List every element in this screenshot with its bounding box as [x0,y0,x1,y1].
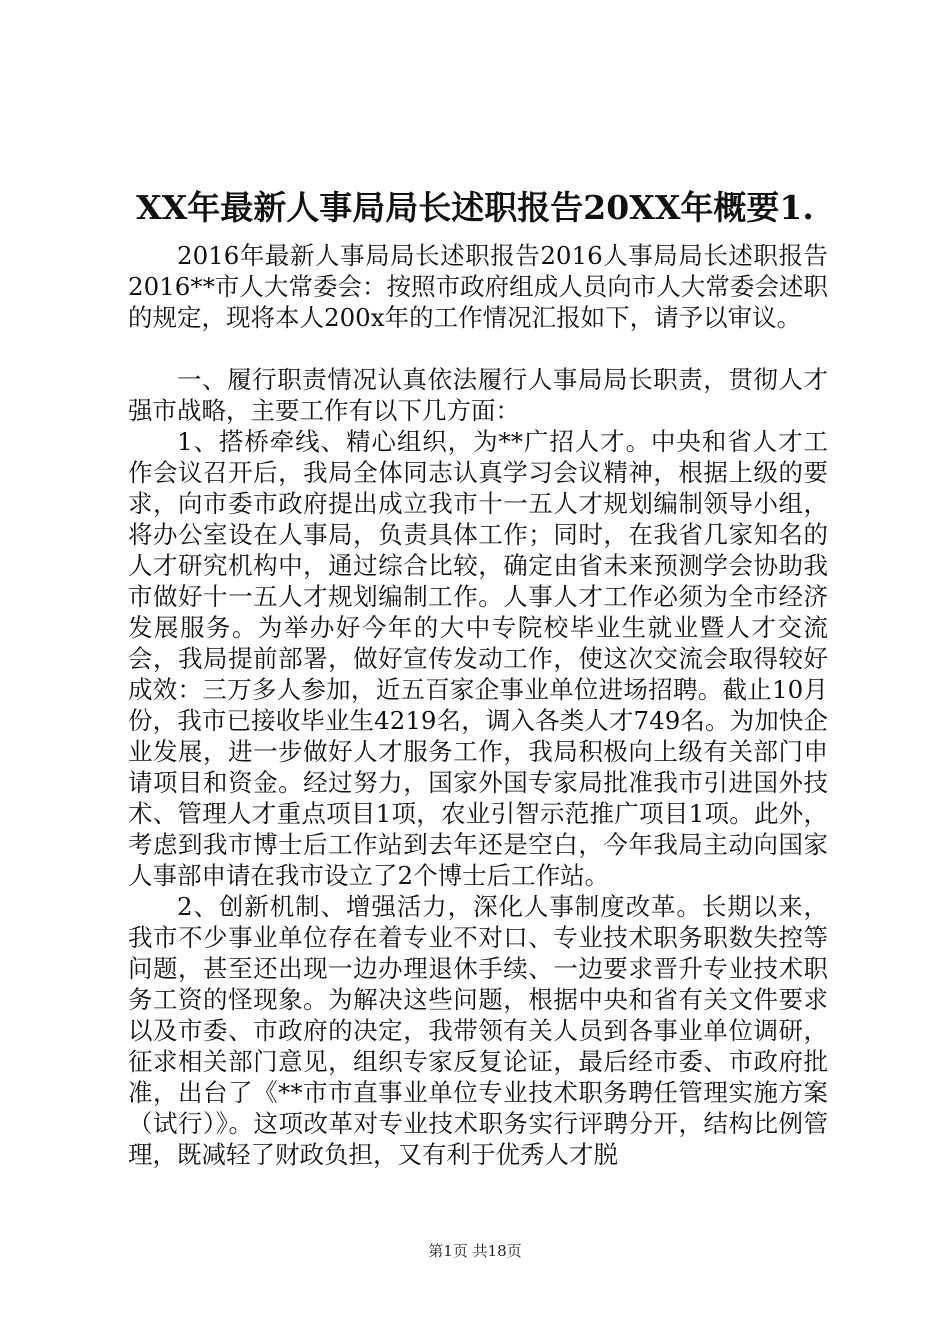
paragraph-item-1: 1、搭桥牵线、精心组织，为**广招人才。中央和省人才工作会议召开后，我局全体同志认真学习会议精神，根据上级的要求，向市委市政府提出成立我市十一五人才规划编制领导小组，将办公室设在人事局，负责具体工作；同时，在我省几家知名的人才研究机构中，通过综合比较，确定由省未来预测学会协助我市做好十一五人才规划编制工作。人事人才工作必须为全市经济发展服务。为举办好今年的大中专院校毕业生就业暨人才交流会，我局提前部署，做好宣传发动工作，使这次交流会取得较好成效：三万多人参加，近五百家企事业单位进场招聘。截止10月份，我市已接收毕业生4219名，调入各类人才749名。为加快企业发展，进一步做好人才服务工作，我局积极向上级有关部门申请项目和资金。经过努力，国家外国专家局批准我市引进国外技术、管理人才重点项目1项，农业引智示范推广项目1项。此外，考虑到我市博士后工作站到去年还是空白，今年我局主动向国家人事部申请在我市设立了2个博士后工作站。 [128,427,828,890]
document-title: XX年最新人事局局长述职报告20XX年概要1. [136,188,814,227]
page-total: 共18页 [472,1242,522,1260]
page-number: 第1页 [428,1242,468,1260]
document-body [128,240,828,1170]
paragraph-section-1: 一、履行职责情况认真依法履行人事局局长职责，贯彻人才强市战略，主要工作有以下几方面： [128,365,828,425]
paragraph-item-2: 2、创新机制、增强活力，深化人事制度改革。长期以来，我市不少事业单位存在着专业不对口、专业技术职务职数失控等问题，甚至还出现一边办理退休手续、一边要求晋升专业技术职务工资的怪现象。为解决这些问题，根据中央和省有关文件要求以及市委、市政府的决定，我带领有关人员到各事业单位调研，征求相关部门意见，组织专家反复论证，最后经市委、市政府批准，出台了《**市市直事业单位专业技术职务聘任管理实施方案（试行）》。这项改革对专业技术职务实行评聘分开，结构比例管理，既减轻了财政负担，又有利于优秀人才脱 [128,892,828,1169]
paragraph-intro: 2016年最新人事局局长述职报告2016人事局局长述职报告2016**市人大常委会：按照市政府组成人员向市人大常委会述职的规定，现将本人200x年的工作情况汇报如下，请予以审议。 [128,241,828,332]
page-footer [0,1240,950,1262]
